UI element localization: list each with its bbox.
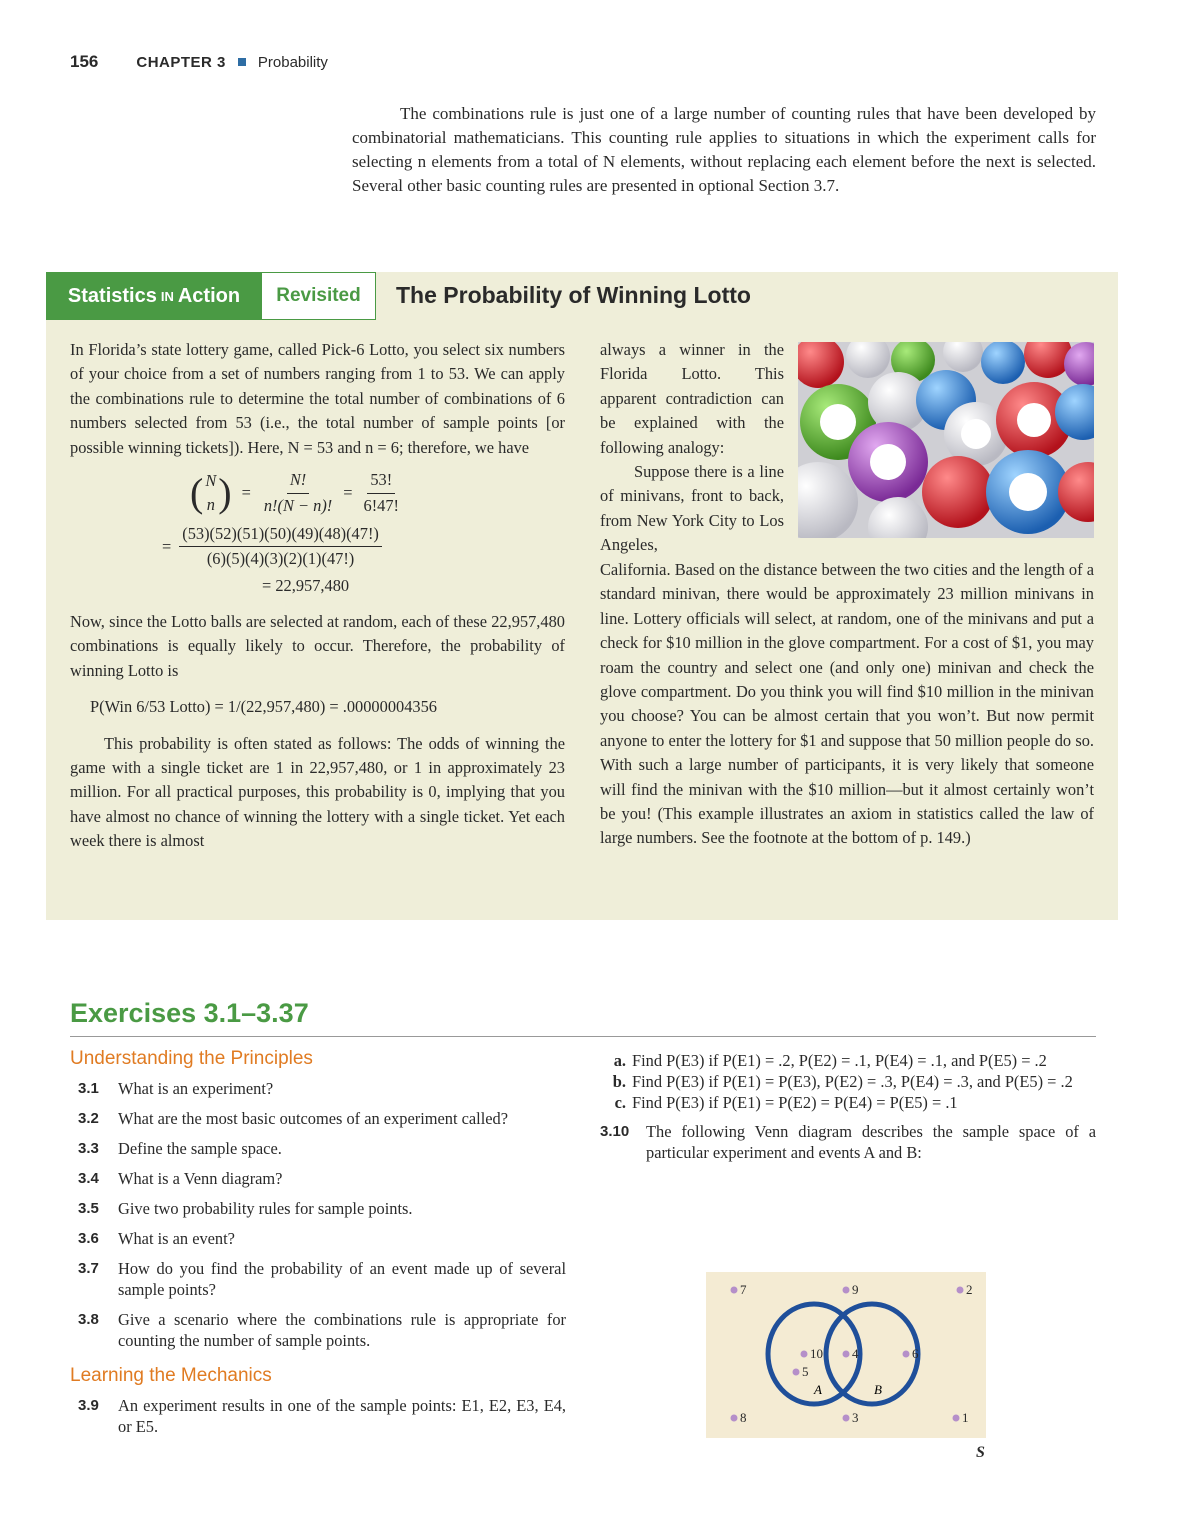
exercise-list-principles [78,1078,566,1351]
frac3-denominator: (6)(5)(4)(3)(2)(1)(47!) [206,549,355,569]
combination-result: = 22,957,480 [262,576,350,596]
venn-point-label: 8 [740,1410,747,1425]
exercise-number: 3.10 [600,1123,630,1140]
subpart-text: Find P(E3) if P(E1) = .2, P(E2) = .1, P(E4) = .1, and P(E5) = .2 [632,1051,1047,1070]
exercise-number: 3.3 [78,1140,99,1157]
sia-revisited-tag: Revisited [262,272,376,320]
lottery-balls-photo [798,342,1094,538]
venn-point-label: 5 [802,1364,809,1379]
venn-label-a: A [814,1382,822,1397]
chapter-label: CHAPTER 3 [136,53,226,71]
exercise-item [78,1138,566,1159]
venn-point-label: 7 [740,1282,747,1297]
venn-point-label: 9 [852,1282,859,1297]
venn-point-dot [731,1287,738,1294]
exercise-text: An experiment results in one of the sample points: E1, E2, E3, E4, or E5. [118,1396,566,1436]
exercise-number: 3.7 [78,1260,99,1277]
venn-label-s: S [976,1444,985,1461]
exercise-text: What are the most basic outcomes of an experiment called? [118,1109,509,1128]
intro-paragraph: The combinations rule is just one of a large number of counting rules that have been developed by combinatorial mathematicians. This counting rule applies to situations in which the experiment calls for selecting n elements from a total of N elements, without replacing each element before the next is selected. Several other basic counting rules are presented in optional Section 3.7. [352,104,1096,195]
subhead-learning-mechanics: Learning the Mechanics [70,1365,272,1386]
venn-point-label: 1 [962,1410,969,1425]
frac3-numerator: (53)(52)(51)(50)(49)(48)(47!) [179,522,382,547]
sia-right-column [600,558,1094,851]
exercise-text: Give two probability rules for sample points. [118,1199,413,1218]
binom-top: N [205,470,217,490]
exercise-number: 3.9 [78,1397,99,1414]
sia-title: The Probability of Winning Lotto [396,282,751,308]
exercises-title: Exercises 3.1–3.37 [70,998,309,1028]
subpart-letter: a. [613,1051,626,1070]
subpart-text: Find P(E3) if P(E1) = P(E2) = P(E4) = P(E5) = .1 [632,1093,958,1112]
exercises-left-column [70,1048,566,1446]
exercises-divider [70,1036,1096,1037]
sia-left-paragraph-2: Now, since the Lotto balls are selected at random, each of these 22,957,480 combinations is equally likely to occur. Therefore, the probability of winning Lotto is [70,612,565,680]
subhead-understanding-principles: Understanding the Principles [70,1048,313,1069]
sia-middle-paragraph-1: always a winner in the Florida Lotto. This apparent contradiction can be explained with the following analogy: [600,340,784,457]
exercise-subpart-c [600,1092,1096,1113]
exercise-number: 3.8 [78,1311,99,1328]
venn-point-dot [843,1415,850,1422]
exercise-text: What is a Venn diagram? [118,1169,283,1188]
exercise-item [78,1309,566,1351]
exercises-right-column [600,1050,1096,1172]
exercise-item [78,1168,566,1189]
running-header [70,50,328,74]
exercise-text: How do you find the probability of an event made up of several sample points? [118,1259,566,1299]
sia-middle-paragraph-2: Suppose there is a line of minivans, front to back, from New York City to Los Angeles, [600,462,784,555]
sia-label-in: IN [160,288,174,304]
exercise-item [78,1258,566,1300]
chapter-title: Probability [257,53,328,71]
exercise-subpart-b [600,1071,1096,1092]
probability-equation: P(Win 6/53 Lotto) = 1/(22,957,480) = .00000004356 [90,697,437,717]
venn-point-label: 2 [966,1282,973,1297]
exercise-text: Give a scenario where the combinations rule is appropriate for counting the number of sample points. [118,1310,566,1350]
exercise-text: The following Venn diagram describes the sample space of a particular experiment and events A and B: [646,1122,1096,1162]
page-number: 156 [70,52,99,71]
exercise-number: 3.6 [78,1230,99,1247]
venn-point-label: 6 [912,1346,919,1361]
venn-label-b: B [874,1382,882,1397]
venn-diagram-svg [706,1272,986,1438]
exercise-number: 3.4 [78,1170,99,1187]
venn-point-dot [793,1369,800,1376]
venn-point-dot [957,1287,964,1294]
venn-point-label: 10 [810,1346,823,1361]
sia-right-paragraph: California. Based on the distance between the two cities and the length of a standard minivan, there would be approximately 23 million minivans in line. Lottery officials will select, at random, one of the minivans and put a check for $10 million in the glove compartment. For a cost of $1, you may roam the country and select one (and only one) minivan and check the glove compartment. Do you think you will find $10 million in the minivan you choose? You can be almost certain that you won’t. But now permit anyone to enter the lottery for $1 and suppose that 50 million people do so. With such a large number of participants, it is very likely that someone will find the minivan with the $10 million—but it almost certainly won’t be you! (This example illustrates an axiom in statistics called the law of large numbers. See the footnote at the bottom of p. 149.) [600,560,1094,848]
subpart-letter: b. [612,1072,626,1091]
subpart-letter: c. [614,1093,626,1112]
combination-equation: ( N n ) = $\frac{N!}{n!(N - n)!}$ = $\frac{53!}{6!47!}$ = $\frac{(53)(52)(51)(50)(49)(48)(47!)}{(6)(5)(4)(3)(2)(1)(47!)}$ = 22,957,480 [70,468,565,600]
sia-left-paragraph-3: This probability is often stated as follows: The odds of winning the game with a single ticket are 1 in 22,957,480, or 1 in approximately 23 million. For all practical purposes, this probability is 0, implying that you have almost no chance of winning the lottery with a single ticket. Yet each week there is almost [70,733,565,851]
exercise-text: Define the sample space. [118,1139,282,1158]
exercise-item [78,1108,566,1129]
venn-point-label: 3 [852,1410,859,1425]
exercise-item [78,1078,566,1099]
venn-point-dot [843,1351,850,1358]
exercise-text: What is an experiment? [118,1079,274,1098]
sia-left-column [70,338,565,854]
sia-label-action: Action [177,284,241,307]
venn-point-dot [843,1287,850,1294]
venn-point-label: 4 [852,1346,859,1361]
exercise-item [78,1228,566,1249]
venn-point-dot [903,1351,910,1358]
venn-point-dot [731,1415,738,1422]
exercise-number: 3.1 [78,1080,99,1097]
exercise-number: 3.2 [78,1110,99,1127]
sia-label [46,272,262,320]
exercise-item [78,1395,566,1437]
lottery-balls-illustration [798,342,1094,538]
frac1-numerator: N! [289,470,307,490]
exercise-item [600,1121,1096,1163]
exercise-text: What is an event? [118,1229,235,1248]
header-bullet-square [238,58,246,66]
venn-point-dot [801,1351,808,1358]
subpart-text: Find P(E3) if P(E1) = P(E3), P(E2) = .3, P(E4) = .3, and P(E5) = .2 [632,1072,1073,1091]
exercise-item [78,1198,566,1219]
venn-point-dot [953,1415,960,1422]
venn-diagram [706,1272,986,1438]
frac2-denominator: 6!47! [363,495,400,515]
sia-middle-column [600,338,784,558]
exercise-number: 3.5 [78,1200,99,1217]
intro-text [352,102,1096,198]
binom-bottom: n [206,495,215,515]
exercise-subpart-a [600,1050,1096,1071]
sia-left-paragraph-1: In Florida’s state lottery game, called Pick-6 Lotto, you select six numbers of your choice from a set of numbers ranging from 1 to 53. We can apply the combinations rule to determine the total number of combinations of 6 numbers selected from 53 (i.e., the total number of sample points [or possible winning tickets]). Here, N = 53 and n = 6; therefore, we have [70,340,565,457]
frac2-numerator: 53! [367,468,395,493]
sia-label-statistics: Statistics [67,284,157,307]
frac1-denominator: n!(N − n)! [263,495,333,515]
